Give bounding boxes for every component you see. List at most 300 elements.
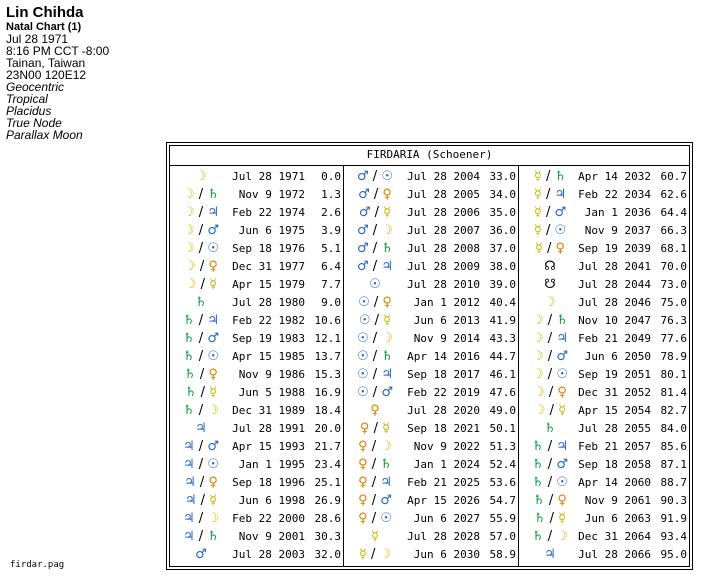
period-rulers bbox=[170, 222, 232, 240]
period-start-date: Feb 22 2000 bbox=[232, 512, 305, 525]
period-start-age: 66.3 bbox=[660, 224, 687, 237]
period-start-date: Jul 28 1971 bbox=[232, 170, 305, 183]
saturn-icon: ♄ bbox=[184, 367, 196, 382]
ruler-separator: / bbox=[368, 367, 382, 382]
period-start-age: 37.0 bbox=[489, 242, 516, 255]
period-rulers bbox=[519, 240, 581, 258]
period-rulers bbox=[519, 294, 581, 312]
ruler-separator: / bbox=[196, 493, 210, 508]
period-rulers bbox=[170, 240, 232, 258]
period-column-3 bbox=[519, 168, 689, 564]
mercury-icon: ☿ bbox=[209, 277, 218, 292]
period-start-age: 62.6 bbox=[660, 188, 687, 201]
venus-icon: ♀ bbox=[208, 475, 218, 490]
moon-icon: ☽ bbox=[380, 439, 392, 454]
venus-icon: ♀ bbox=[555, 241, 566, 256]
period-start-date: Jan 1 2012 bbox=[413, 296, 480, 309]
table-row bbox=[170, 510, 343, 528]
ruler-separator: / bbox=[368, 331, 382, 346]
period-start-date: Jun 6 1975 bbox=[238, 224, 305, 237]
ruler-separator: / bbox=[370, 205, 384, 220]
table-row bbox=[170, 330, 343, 348]
table-row bbox=[170, 420, 343, 438]
table-row bbox=[170, 348, 343, 366]
moon-icon: ☽ bbox=[183, 205, 195, 220]
moon-icon: ☽ bbox=[533, 403, 546, 418]
ruler-separator: / bbox=[543, 457, 557, 472]
ruler-separator: / bbox=[368, 259, 382, 274]
period-start-date: Feb 22 1982 bbox=[232, 314, 305, 327]
period-rulers bbox=[170, 258, 232, 276]
period-rulers bbox=[170, 456, 232, 474]
sun-icon: ☉ bbox=[357, 331, 369, 346]
period-start-date: Dec 31 2064 bbox=[578, 530, 651, 543]
table-row bbox=[344, 528, 518, 546]
period-start-age: 47.6 bbox=[489, 386, 516, 399]
period-start-date: Dec 31 2052 bbox=[578, 386, 651, 399]
table-row bbox=[519, 546, 689, 564]
table-row bbox=[170, 276, 343, 294]
ruler-separator: / bbox=[195, 259, 209, 274]
period-start-date: Apr 15 1979 bbox=[232, 278, 305, 291]
saturn-icon: ♄ bbox=[381, 349, 393, 364]
sun-icon: ☉ bbox=[380, 511, 392, 526]
chart-type: Natal Chart (1) bbox=[6, 21, 82, 33]
period-start-age: 87.1 bbox=[660, 458, 687, 471]
table-row bbox=[344, 168, 518, 186]
period-start-age: 55.9 bbox=[489, 512, 516, 525]
venus-icon: ♀ bbox=[358, 511, 368, 526]
period-start-date: Jul 28 2006 bbox=[407, 206, 480, 219]
table-row bbox=[344, 438, 518, 456]
period-start-age: 40.4 bbox=[489, 296, 516, 309]
period-rulers bbox=[344, 546, 406, 564]
period-start-age: 75.0 bbox=[660, 296, 687, 309]
table-row bbox=[170, 366, 343, 384]
period-rulers bbox=[344, 276, 406, 294]
period-start-age: 43.3 bbox=[489, 332, 516, 345]
period-rulers bbox=[344, 420, 406, 438]
jupiter-icon: ♃ bbox=[195, 421, 207, 436]
ruler-separator: / bbox=[366, 547, 380, 562]
sun-icon: ☉ bbox=[207, 241, 219, 256]
period-start-age: 50.1 bbox=[489, 422, 516, 435]
period-rulers bbox=[519, 384, 581, 402]
sun-icon: ☉ bbox=[358, 313, 371, 328]
sun-icon: ☉ bbox=[556, 475, 568, 490]
table-row bbox=[519, 186, 689, 204]
saturn-icon: ♄ bbox=[183, 313, 195, 328]
table-row bbox=[170, 186, 343, 204]
period-start-date: Nov 9 2037 bbox=[584, 224, 651, 237]
ruler-separator: / bbox=[194, 241, 208, 256]
table-row bbox=[170, 240, 343, 258]
period-start-date: Jun 6 2013 bbox=[413, 314, 480, 327]
period-start-age: 32.0 bbox=[314, 548, 341, 561]
period-start-date: Jul 28 2044 bbox=[578, 278, 651, 291]
period-start-date: Apr 15 2054 bbox=[578, 404, 651, 417]
ruler-separator: / bbox=[369, 295, 383, 310]
period-rulers bbox=[170, 366, 232, 384]
period-start-date: Jan 1 2036 bbox=[584, 206, 651, 219]
table-row bbox=[344, 474, 518, 492]
period-start-date: Jan 1 2024 bbox=[413, 458, 480, 471]
table-row bbox=[170, 168, 343, 186]
moon-icon: ☽ bbox=[381, 331, 393, 346]
table-row bbox=[519, 294, 689, 312]
ruler-separator: / bbox=[368, 223, 382, 238]
period-start-age: 28.6 bbox=[314, 512, 341, 525]
period-start-age: 64.4 bbox=[660, 206, 687, 219]
period-start-age: 33.0 bbox=[489, 170, 516, 183]
period-start-date: Feb 22 2034 bbox=[578, 188, 651, 201]
period-rulers bbox=[170, 294, 232, 312]
period-start-age: 84.0 bbox=[660, 422, 687, 435]
period-start-date: Apr 14 2032 bbox=[578, 170, 651, 183]
period-rulers bbox=[170, 528, 232, 546]
period-start-age: 46.1 bbox=[489, 368, 516, 381]
jupiter-icon: ♃ bbox=[183, 511, 195, 526]
table-row bbox=[344, 222, 518, 240]
mars-icon: ♂ bbox=[358, 187, 370, 202]
table-row bbox=[170, 492, 343, 510]
venus-icon: ♀ bbox=[382, 187, 392, 202]
mercury-icon: ☿ bbox=[358, 547, 367, 562]
table-row bbox=[519, 492, 689, 510]
period-rulers bbox=[170, 168, 232, 186]
moon-icon: ☽ bbox=[183, 187, 195, 202]
ruler-separator: / bbox=[545, 511, 559, 526]
table-row bbox=[344, 366, 518, 384]
period-start-date: Nov 9 2061 bbox=[584, 494, 651, 507]
period-start-age: 95.0 bbox=[660, 548, 687, 561]
table-row bbox=[170, 222, 343, 240]
north-node-icon: ☊ bbox=[544, 259, 556, 274]
sun-icon: ☉ bbox=[357, 367, 369, 382]
table-row bbox=[344, 420, 518, 438]
moon-icon: ☽ bbox=[532, 313, 544, 328]
period-rulers bbox=[344, 312, 406, 330]
period-start-date: Nov 10 2047 bbox=[578, 314, 651, 327]
sun-icon: ☉ bbox=[369, 277, 381, 292]
period-start-age: 18.4 bbox=[314, 404, 341, 417]
period-start-date: Jun 6 2027 bbox=[413, 512, 480, 525]
ruler-separator: / bbox=[196, 385, 210, 400]
period-rulers bbox=[344, 240, 406, 258]
table-row bbox=[519, 204, 689, 222]
table-row bbox=[170, 294, 343, 312]
period-start-date: Jul 28 2066 bbox=[578, 548, 651, 561]
period-rulers bbox=[344, 366, 406, 384]
moon-icon: ☽ bbox=[183, 241, 195, 256]
mars-icon: ♂ bbox=[357, 241, 369, 256]
saturn-icon: ♄ bbox=[183, 349, 195, 364]
period-start-date: Nov 9 2022 bbox=[413, 440, 480, 453]
ruler-separator: / bbox=[367, 511, 381, 526]
ruler-separator: / bbox=[369, 421, 383, 436]
period-rulers bbox=[170, 474, 232, 492]
mercury-icon: ☿ bbox=[209, 385, 218, 400]
period-start-age: 78.9 bbox=[660, 350, 687, 363]
period-rulers bbox=[170, 312, 232, 330]
period-rulers bbox=[170, 492, 232, 510]
ruler-separator: / bbox=[194, 439, 208, 454]
ruler-separator: / bbox=[541, 187, 555, 202]
period-start-date: Feb 22 1974 bbox=[232, 206, 305, 219]
table-row bbox=[519, 168, 689, 186]
ruler-separator: / bbox=[543, 529, 557, 544]
ruler-separator: / bbox=[195, 367, 209, 382]
jupiter-icon: ♃ bbox=[183, 457, 195, 472]
period-start-age: 57.0 bbox=[489, 530, 516, 543]
table-row bbox=[519, 438, 689, 456]
table-row bbox=[519, 402, 689, 420]
period-start-age: 81.4 bbox=[660, 386, 687, 399]
table-title: FIRDARIA (Schoener) bbox=[366, 148, 493, 161]
period-rulers bbox=[519, 330, 581, 348]
period-start-age: 77.6 bbox=[660, 332, 687, 345]
period-start-date: Jul 28 1980 bbox=[232, 296, 305, 309]
period-start-age: 91.9 bbox=[660, 512, 687, 525]
period-start-age: 34.0 bbox=[489, 188, 516, 201]
moon-icon: ☽ bbox=[379, 547, 392, 562]
ruler-separator: / bbox=[543, 367, 557, 382]
ruler-separator: / bbox=[368, 241, 382, 256]
period-rulers bbox=[170, 186, 232, 204]
period-rulers bbox=[344, 294, 406, 312]
table-row bbox=[170, 456, 343, 474]
period-rulers bbox=[344, 186, 406, 204]
period-start-date: Feb 21 2057 bbox=[578, 440, 651, 453]
table-row bbox=[344, 384, 518, 402]
ruler-separator: / bbox=[194, 331, 208, 346]
table-row bbox=[519, 240, 689, 258]
period-rulers bbox=[344, 168, 406, 186]
table-row bbox=[344, 240, 518, 258]
period-start-age: 23.4 bbox=[314, 458, 341, 471]
ruler-separator: / bbox=[542, 241, 556, 256]
period-start-date: Jul 28 2028 bbox=[407, 530, 480, 543]
venus-icon: ♀ bbox=[358, 457, 368, 472]
moon-icon: ☽ bbox=[381, 223, 393, 238]
moon-icon: ☽ bbox=[207, 403, 219, 418]
ruler-separator: / bbox=[543, 313, 557, 328]
venus-icon: ♀ bbox=[358, 493, 368, 508]
period-start-date: Jul 28 2046 bbox=[578, 296, 651, 309]
period-column-1 bbox=[170, 168, 343, 564]
period-start-age: 44.7 bbox=[489, 350, 516, 363]
period-start-age: 58.9 bbox=[489, 548, 516, 561]
saturn-icon: ♄ bbox=[184, 385, 197, 400]
table-row bbox=[519, 330, 689, 348]
mercury-icon: ☿ bbox=[558, 403, 567, 418]
ruler-separator: / bbox=[194, 403, 208, 418]
table-row bbox=[170, 258, 343, 276]
period-start-date: Jun 6 1998 bbox=[238, 494, 305, 507]
saturn-icon: ♄ bbox=[533, 511, 546, 526]
mars-icon: ♂ bbox=[195, 547, 207, 562]
moon-icon: ☽ bbox=[207, 511, 219, 526]
table-row bbox=[344, 204, 518, 222]
table-row bbox=[519, 510, 689, 528]
period-start-date: Jul 28 2020 bbox=[407, 404, 480, 417]
ruler-separator: / bbox=[544, 385, 558, 400]
period-rulers bbox=[519, 546, 581, 564]
period-start-age: 80.1 bbox=[660, 368, 687, 381]
period-start-date: Feb 21 2025 bbox=[407, 476, 480, 489]
period-start-age: 5.1 bbox=[321, 242, 341, 255]
ruler-separator: / bbox=[196, 277, 210, 292]
period-start-date: Sep 19 1983 bbox=[232, 332, 305, 345]
table-row bbox=[344, 402, 518, 420]
ruler-separator: / bbox=[367, 457, 381, 472]
ruler-separator: / bbox=[541, 205, 555, 220]
period-rulers bbox=[170, 546, 232, 564]
sun-icon: ☉ bbox=[357, 349, 369, 364]
table-row bbox=[344, 456, 518, 474]
period-start-age: 90.3 bbox=[660, 494, 687, 507]
ruler-separator: / bbox=[367, 475, 381, 490]
period-start-age: 73.0 bbox=[660, 278, 687, 291]
period-rulers bbox=[344, 222, 406, 240]
jupiter-icon: ♃ bbox=[381, 259, 393, 274]
mercury-icon: ☿ bbox=[558, 511, 567, 526]
venus-icon: ♀ bbox=[382, 295, 392, 310]
period-start-date: Nov 9 2014 bbox=[413, 332, 480, 345]
table-row bbox=[170, 312, 343, 330]
period-rulers bbox=[519, 438, 581, 456]
jupiter-icon: ♃ bbox=[207, 205, 219, 220]
period-rulers bbox=[519, 168, 581, 186]
moon-icon: ☽ bbox=[533, 385, 545, 400]
saturn-icon: ♄ bbox=[532, 457, 544, 472]
period-rulers bbox=[344, 456, 406, 474]
period-start-age: 82.7 bbox=[660, 404, 687, 417]
page-filename: firdar.pag bbox=[10, 560, 65, 570]
period-start-date: Jul 28 2041 bbox=[578, 260, 651, 273]
period-rulers bbox=[344, 258, 406, 276]
title-divider bbox=[170, 165, 689, 166]
ruler-separator: / bbox=[194, 187, 208, 202]
table-row bbox=[344, 492, 518, 510]
saturn-icon: ♄ bbox=[554, 169, 567, 184]
period-start-date: Jul 28 2010 bbox=[407, 278, 480, 291]
birth-date: Jul 28 1971 bbox=[6, 32, 69, 46]
saturn-icon: ♄ bbox=[532, 529, 544, 544]
jupiter-icon: ♃ bbox=[556, 331, 568, 346]
period-rulers bbox=[519, 474, 581, 492]
period-start-date: Jul 28 2007 bbox=[407, 224, 480, 237]
jupiter-icon: ♃ bbox=[184, 493, 197, 508]
period-column-2 bbox=[344, 168, 518, 564]
period-start-age: 9.0 bbox=[321, 296, 341, 309]
venus-icon: ♀ bbox=[557, 385, 567, 400]
person-name: Lin Chihda bbox=[6, 4, 84, 21]
saturn-icon: ♄ bbox=[381, 241, 393, 256]
period-start-age: 1.3 bbox=[321, 188, 341, 201]
moon-icon: ☽ bbox=[195, 169, 207, 184]
table-row bbox=[519, 348, 689, 366]
period-rulers bbox=[344, 438, 406, 456]
mars-icon: ♂ bbox=[207, 223, 219, 238]
period-start-age: 13.7 bbox=[314, 350, 341, 363]
period-rulers bbox=[344, 402, 406, 420]
period-rulers bbox=[170, 276, 232, 294]
table-row bbox=[170, 204, 343, 222]
sun-icon: ☉ bbox=[207, 457, 219, 472]
table-row bbox=[344, 312, 518, 330]
period-start-age: 21.7 bbox=[314, 440, 341, 453]
period-rulers bbox=[519, 312, 581, 330]
table-row bbox=[170, 402, 343, 420]
ruler-separator: / bbox=[368, 385, 382, 400]
period-rulers bbox=[170, 330, 232, 348]
period-start-age: 2.6 bbox=[321, 206, 341, 219]
ruler-separator: / bbox=[194, 223, 208, 238]
mercury-icon: ☿ bbox=[371, 529, 379, 544]
period-start-age: 30.3 bbox=[314, 530, 341, 543]
period-start-age: 3.9 bbox=[321, 224, 341, 237]
mars-icon: ♂ bbox=[358, 205, 371, 220]
period-start-age: 39.0 bbox=[489, 278, 516, 291]
mercury-icon: ☿ bbox=[382, 421, 391, 436]
mercury-icon: ☿ bbox=[533, 223, 542, 238]
period-start-date: Apr 15 1993 bbox=[232, 440, 305, 453]
table-row bbox=[519, 366, 689, 384]
period-start-date: Feb 22 2019 bbox=[407, 386, 480, 399]
birth-place: Tainan, Taiwan bbox=[6, 56, 86, 70]
period-start-date: Feb 21 2049 bbox=[578, 332, 651, 345]
period-rulers bbox=[519, 492, 581, 510]
period-start-age: 85.6 bbox=[660, 440, 687, 453]
period-start-date: Sep 18 2021 bbox=[407, 422, 480, 435]
jupiter-icon: ♃ bbox=[380, 475, 392, 490]
mars-icon: ♂ bbox=[556, 349, 568, 364]
ruler-separator: / bbox=[541, 169, 555, 184]
moon-icon: ☽ bbox=[532, 331, 544, 346]
period-start-date: Apr 15 2026 bbox=[407, 494, 480, 507]
sun-icon: ☉ bbox=[207, 349, 219, 364]
jupiter-icon: ♃ bbox=[183, 529, 195, 544]
period-rulers bbox=[170, 438, 232, 456]
period-rulers bbox=[519, 402, 581, 420]
mars-icon: ♂ bbox=[357, 169, 369, 184]
period-rulers bbox=[519, 528, 581, 546]
period-rulers bbox=[170, 420, 232, 438]
mars-icon: ♂ bbox=[381, 385, 393, 400]
table-row bbox=[170, 528, 343, 546]
ruler-separator: / bbox=[543, 439, 557, 454]
period-rulers bbox=[170, 402, 232, 420]
table-row bbox=[344, 276, 518, 294]
venus-icon: ♀ bbox=[208, 367, 218, 382]
period-start-date: Jul 28 2055 bbox=[578, 422, 651, 435]
table-row bbox=[519, 384, 689, 402]
venus-icon: ♀ bbox=[370, 403, 380, 418]
venus-icon: ♀ bbox=[358, 439, 368, 454]
jupiter-icon: ♃ bbox=[554, 187, 567, 202]
mars-icon: ♂ bbox=[556, 457, 568, 472]
ruler-separator: / bbox=[194, 349, 208, 364]
period-start-age: 51.3 bbox=[489, 440, 516, 453]
period-rulers bbox=[344, 330, 406, 348]
sun-icon: ☉ bbox=[381, 169, 393, 184]
period-start-date: Jul 28 2009 bbox=[407, 260, 480, 273]
table-row bbox=[344, 186, 518, 204]
period-start-date: Apr 14 2060 bbox=[578, 476, 651, 489]
period-start-age: 49.0 bbox=[489, 404, 516, 417]
setting-true-node: True Node bbox=[6, 116, 62, 130]
